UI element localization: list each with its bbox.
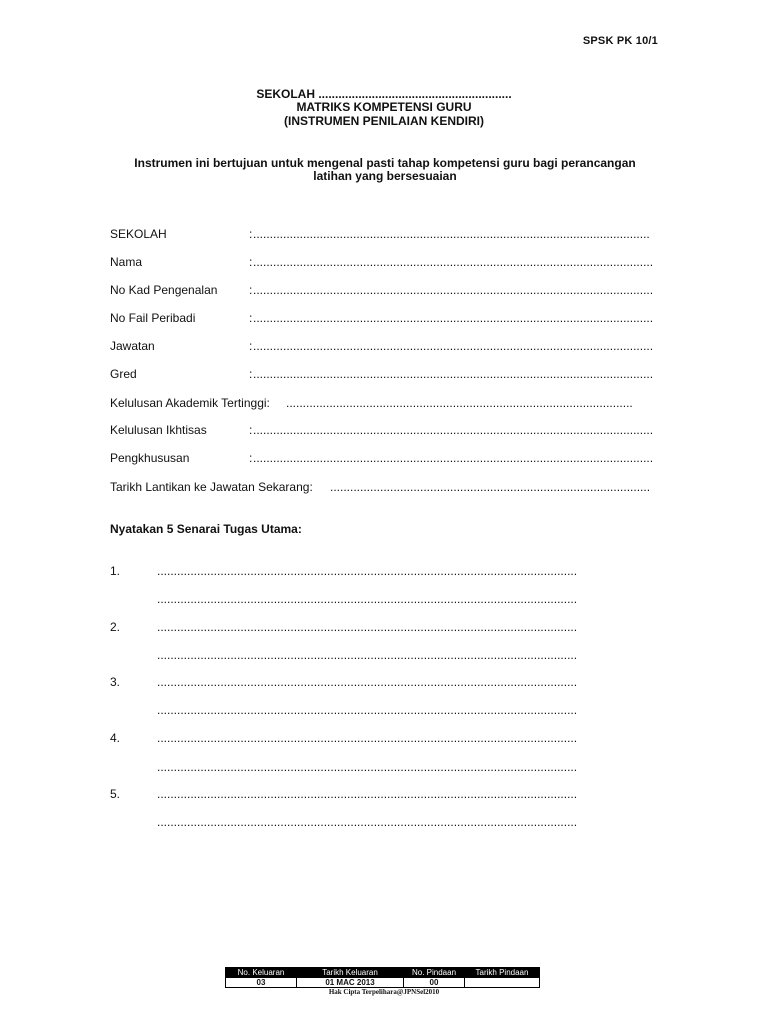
task-4-line-1[interactable]: [110, 731, 658, 746]
field-kelulusan-akademik[interactable]: [110, 396, 658, 411]
field-label: SEKOLAH: [110, 227, 167, 241]
header-subtitle: (INSTRUMEN PENILAIAN KENDIRI): [284, 114, 484, 128]
header-no-pindaan: No. Pindaan: [404, 968, 465, 978]
field-dots: ........................................................................................................................: [253, 311, 654, 325]
task-dots: ..............................................................................................................................: [157, 703, 578, 717]
intro-line-1: Instrumen ini bertujuan untuk mengenal pasti tahap kompetensi guru bagi perancangan: [134, 156, 636, 170]
field-label: Kelulusan Akademik Tertinggi:: [110, 396, 270, 410]
task-dots: ..............................................................................................................................: [157, 787, 578, 801]
field-colon: :: [249, 367, 253, 381]
revision-table-value-row: [226, 978, 540, 988]
field-dots: ........................................................................................................................: [253, 367, 654, 381]
field-gred[interactable]: [110, 367, 658, 382]
field-colon: :: [249, 423, 253, 437]
field-colon: :: [249, 339, 253, 353]
field-kelulusan-ikhtisas[interactable]: [110, 423, 658, 438]
field-dots: ........................................................................................................................: [253, 451, 654, 465]
field-tarikh-lantikan[interactable]: [110, 480, 658, 495]
value-tarikh-keluaran: 01 MAC 2013: [297, 978, 404, 988]
task-2-line-2[interactable]: [110, 648, 658, 663]
task-dots: ..............................................................................................................................: [157, 648, 578, 662]
field-label: Pengkhususan: [110, 451, 190, 465]
task-5-line-1[interactable]: [110, 787, 658, 802]
field-pengkhususan[interactable]: [110, 451, 658, 466]
task-dots: ..............................................................................................................................: [157, 592, 578, 606]
task-dots: ..............................................................................................................................: [157, 564, 578, 578]
task-2-line-1[interactable]: [110, 620, 658, 635]
field-dots: ........................................................................................................: [286, 396, 633, 410]
field-label: Kelulusan Ikhtisas: [110, 423, 207, 437]
field-nama[interactable]: [110, 255, 658, 270]
header-school-line: SEKOLAH ..........................................................: [256, 87, 512, 101]
header-title: MATRIKS KOMPETENSI GURU: [296, 100, 472, 114]
header-tarikh-keluaran: Tarikh Keluaran: [297, 968, 404, 978]
task-1-line-1[interactable]: [110, 564, 658, 579]
task-dots: ..............................................................................................................................: [157, 620, 578, 634]
task-3-line-2[interactable]: [110, 703, 658, 718]
task-dots: ..............................................................................................................................: [157, 675, 578, 689]
task-dots: ..............................................................................................................................: [157, 815, 578, 829]
field-colon: :: [249, 311, 253, 325]
field-dots: ........................................................................................................................: [253, 423, 654, 437]
field-label: No Fail Peribadi: [110, 311, 196, 325]
field-label: Tarikh Lantikan ke Jawatan Sekarang:: [110, 480, 313, 494]
header-tarikh-pindaan: Tarikh Pindaan: [465, 968, 540, 978]
value-no-keluaran: 03: [226, 978, 297, 988]
value-tarikh-pindaan: [465, 978, 540, 988]
task-number: 2.: [110, 620, 121, 634]
field-no-kad-pengenalan[interactable]: [110, 283, 658, 298]
task-dots: ..............................................................................................................................: [157, 760, 578, 774]
task-number: 4.: [110, 731, 121, 745]
field-label: Jawatan: [110, 339, 155, 353]
tasks-section-title: Nyatakan 5 Senarai Tugas Utama:: [110, 522, 302, 536]
copyright-notice: Hak Cipta Terpelihara@JPNSel2010: [328, 988, 440, 996]
field-label: Gred: [110, 367, 137, 381]
field-dots: ................................................................................................: [330, 480, 651, 494]
task-number: 1.: [110, 564, 121, 578]
value-no-pindaan: 00: [404, 978, 465, 988]
intro-line-2: latihan yang bersesuaian: [313, 169, 457, 183]
field-label: No Kad Pengenalan: [110, 283, 218, 297]
document-code: SPSK PK 10/1: [582, 35, 658, 47]
task-1-line-2[interactable]: [110, 592, 658, 607]
task-number: 3.: [110, 675, 121, 689]
field-sekolah[interactable]: [110, 227, 658, 242]
revision-table: [225, 967, 540, 988]
field-colon: :: [249, 227, 253, 241]
header-no-keluaran: No. Keluaran: [226, 968, 297, 978]
task-dots: ..............................................................................................................................: [157, 731, 578, 745]
field-colon: :: [249, 451, 253, 465]
field-dots: .......................................................................................................................: [253, 227, 650, 241]
field-colon: :: [249, 283, 253, 297]
task-5-line-2[interactable]: [110, 815, 658, 830]
revision-table-header-row: [226, 968, 540, 978]
task-number: 5.: [110, 787, 121, 801]
task-4-line-2[interactable]: [110, 760, 658, 775]
field-dots: ........................................................................................................................: [253, 255, 654, 269]
field-label: Nama: [110, 255, 143, 269]
field-dots: ........................................................................................................................: [253, 339, 654, 353]
field-colon: :: [249, 255, 253, 269]
field-no-fail-peribadi[interactable]: [110, 311, 658, 326]
task-3-line-1[interactable]: [110, 675, 658, 690]
field-jawatan[interactable]: [110, 339, 658, 354]
field-dots: ........................................................................................................................: [253, 283, 654, 297]
